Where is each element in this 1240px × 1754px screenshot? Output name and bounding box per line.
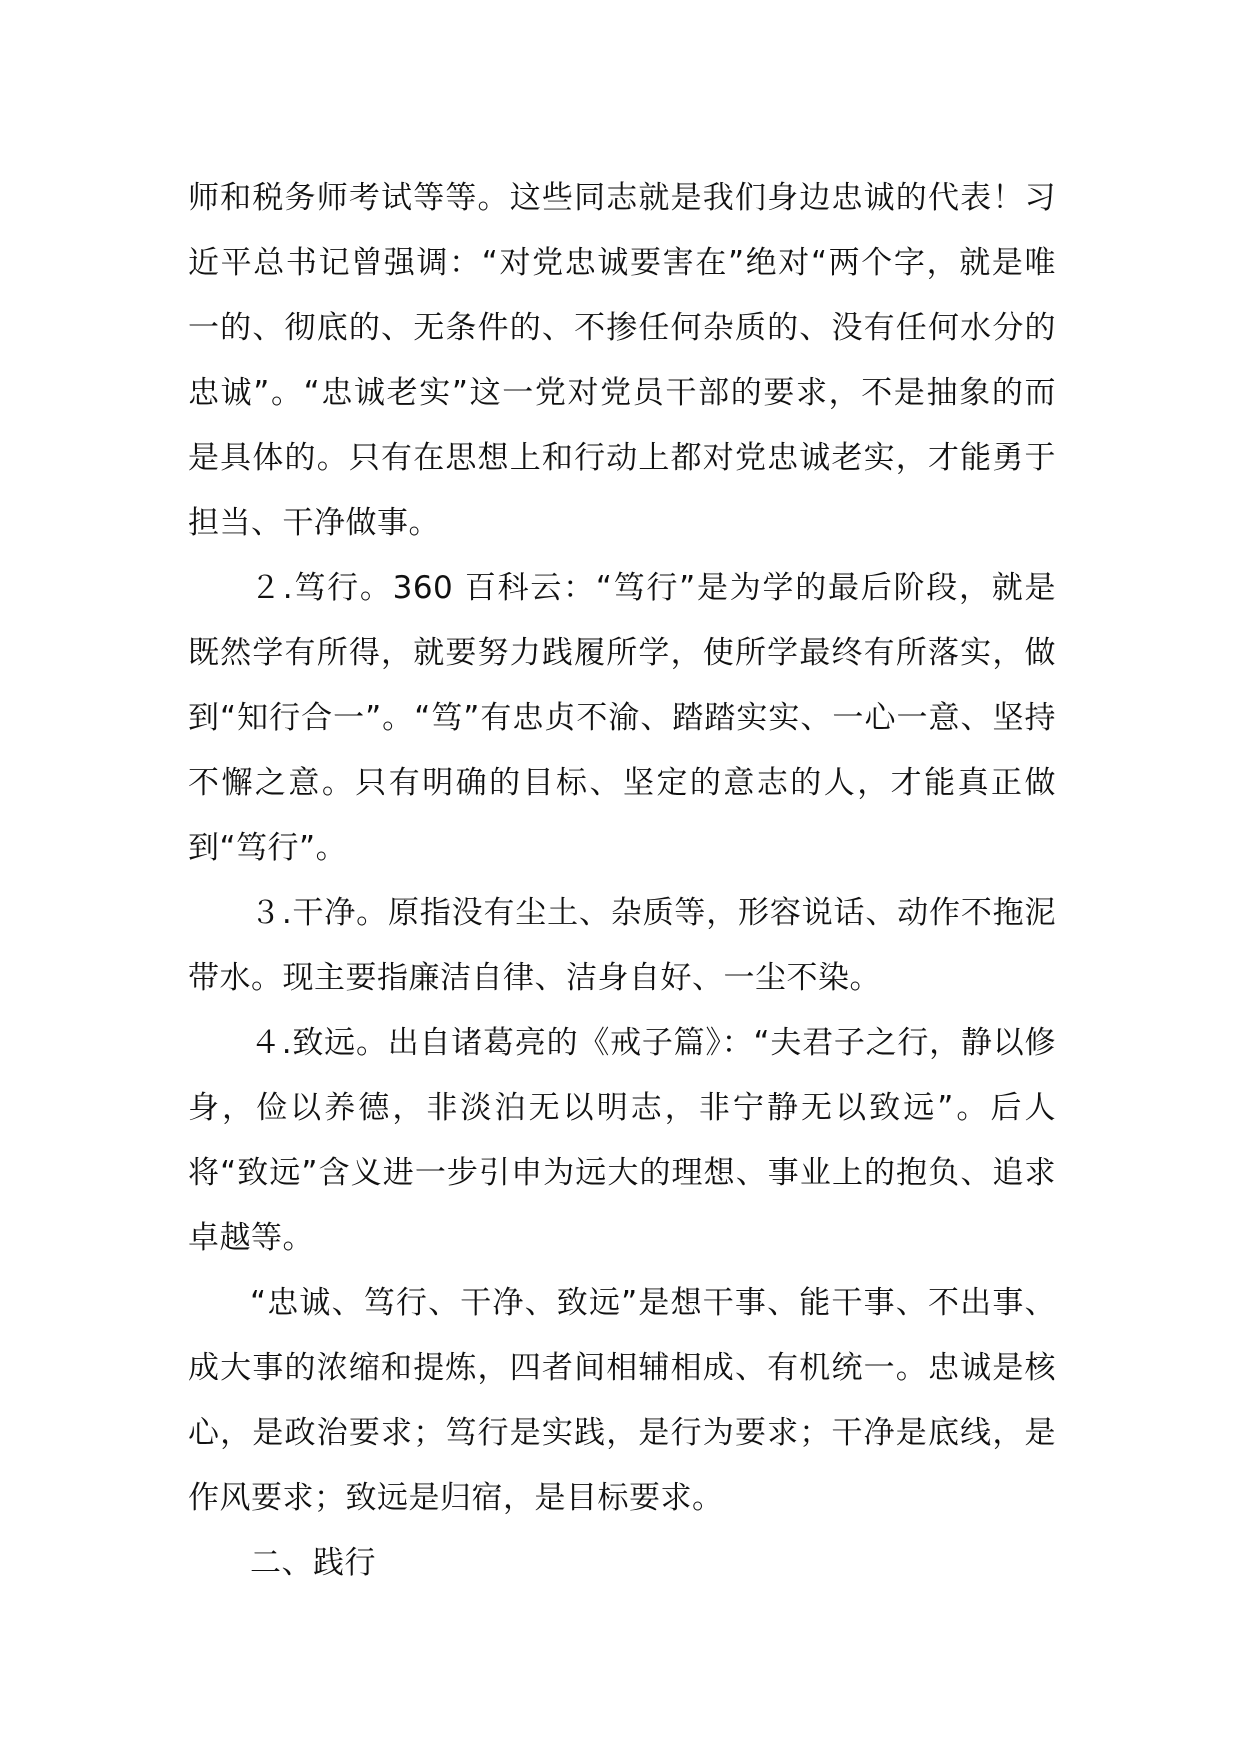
paragraph-ganjing: ３.干净。原指没有尘土、杂质等，形容说话、动作不拖泥带水。现主要指廉洁自律、洁身自好、一尘不染。 (188, 895, 1056, 996)
paragraph-zhiyuan: ４.致远。出自诸葛亮的《戒子篇》：“夫君子之行，静以修身，俭以养德，非淡泊无以明志，非宁静无以致远”。后人将“致远”含义进一步引申为远大的理想、事业上的抱负、追求卓越等。 (188, 1025, 1056, 1256)
paragraph-duxing: ２.笃行。360 百科云：“笃行”是为学的最后阶段，就是既然学有所得，就要努力践履所学，使所学最终有所落实，做到“知行合一”。“笃”有忠贞不渝、踏踏实实、一心一意、坚持不懈之意。只有明确的目标、坚定的意志的人，才能真正做到“笃行”。 (188, 570, 1056, 866)
paragraph-loyalty-continued: 师和税务师考试等等。这些同志就是我们身边忠诚的代表！习近平总书记曾强调：“对党忠诚要害在”绝对“两个字，就是唯一的、彻底的、无条件的、不掺任何杂质的、没有任何水分的忠诚”。“忠诚老实”这一党对党员干部的要求，不是抽象的而是具体的。只有在思想上和行动上都对党忠诚老实，才能勇于担当、干净做事。 (188, 180, 1056, 541)
paragraph-summary: “忠诚、笃行、干净、致远”是想干事、能干事、不出事、成大事的浓缩和提炼，四者间相辅相成、有机统一。忠诚是核心，是政治要求；笃行是实践，是行为要求；干净是底线，是作风要求；致远是归宿，是目标要求。 (188, 1285, 1056, 1516)
section-heading: 二、践行 (250, 1545, 376, 1581)
document-body (188, 166, 1056, 1596)
